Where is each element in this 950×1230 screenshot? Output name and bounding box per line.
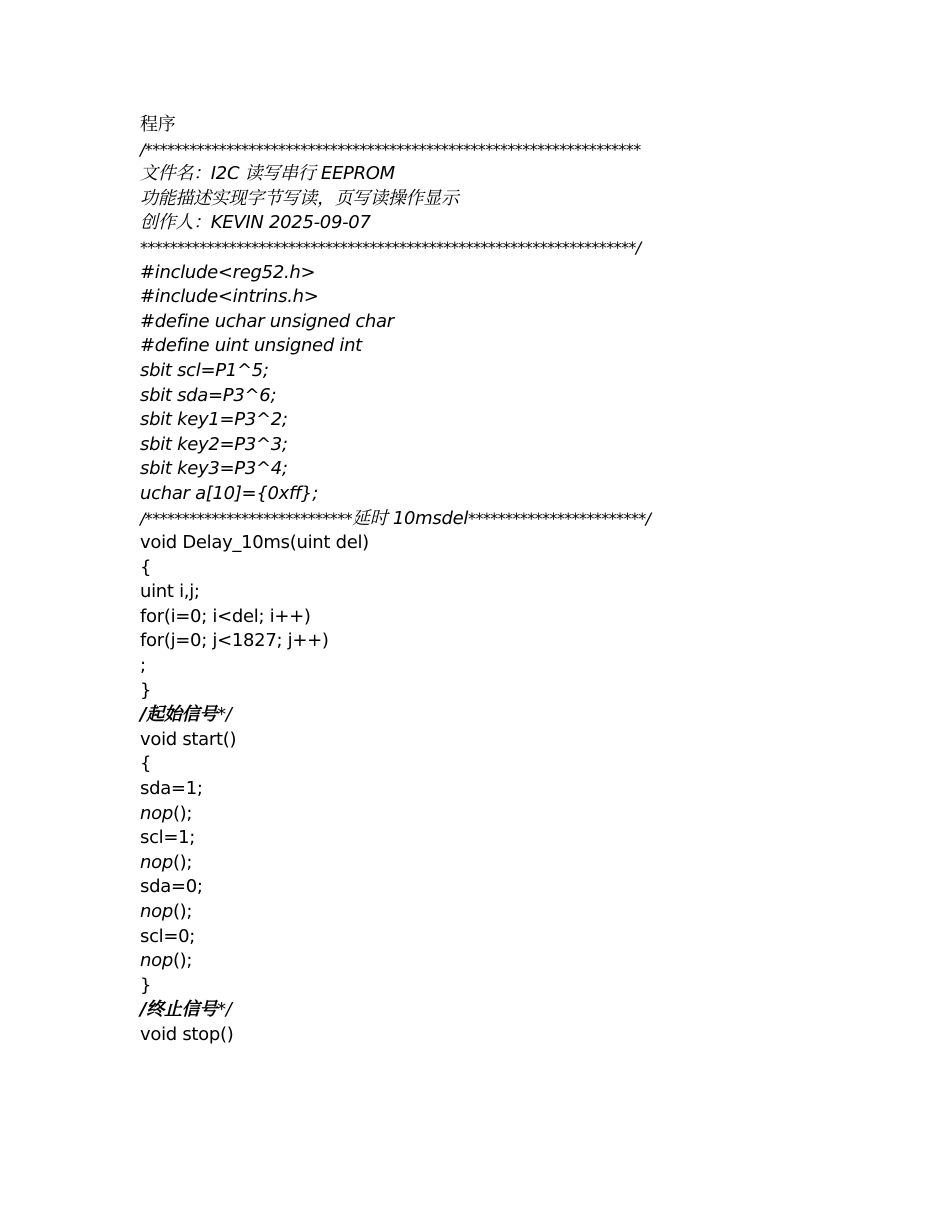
code-line-declaration: sbit key2=P3^3;	[140, 433, 288, 455]
start-comment-label: 起始信号	[146, 704, 218, 726]
code-line-declaration: sbit key3=P3^4;	[140, 458, 288, 480]
code-line-statement: scl=0;	[140, 925, 196, 947]
code-line-declaration: sbit sda=P3^6;	[140, 384, 277, 406]
header-comment-open: /*******************************************************************	[140, 139, 641, 159]
code-line-declaration: #define uint unsigned int	[140, 335, 362, 357]
delay-comment-right: ************************/	[468, 508, 651, 528]
nop-call-args: ();	[172, 950, 193, 972]
code-line-delay: for(j=0; j<1827; j++)	[140, 630, 329, 652]
start-function-body	[140, 777, 760, 974]
start-comment-line	[140, 703, 760, 728]
stop-function-signature: void stop()	[140, 1023, 234, 1045]
start-function-open-brace: {	[140, 753, 152, 775]
header-author: 创作人：KEVIN 2025-09-07	[140, 212, 371, 234]
nop-call-name: nop	[140, 901, 173, 922]
start-comment-suffix: */	[217, 704, 232, 726]
code-line-nop	[140, 949, 760, 974]
code-line-delay: for(i=0; i<del; i++)	[140, 605, 311, 627]
code-line-declaration: #include<intrins.h>	[140, 286, 319, 308]
code-line-declaration: sbit scl=P1^5;	[140, 359, 269, 381]
code-line-nop	[140, 802, 760, 827]
code-line-delay: uint i,j;	[140, 581, 200, 603]
stop-comment-label: 终止信号	[146, 999, 218, 1021]
code-listing	[140, 113, 760, 1048]
header-file-name: 文件名：I2C 读写串行 EEPROM	[140, 163, 395, 185]
nop-call-args: ();	[172, 901, 193, 922]
code-line-statement: scl=1;	[140, 827, 196, 849]
nop-call-args: ();	[172, 802, 193, 824]
delay-comment-left: /****************************	[140, 508, 352, 528]
code-line-delay: {	[140, 556, 152, 578]
code-line-nop	[140, 900, 760, 925]
nop-call-args: ();	[172, 851, 193, 873]
code-line-delay: ;	[140, 655, 146, 677]
code-line-statement: sda=1;	[140, 778, 203, 800]
start-function-signature: void start()	[140, 728, 237, 750]
code-line-delay: }	[140, 679, 152, 701]
stop-comment-line	[140, 998, 760, 1023]
code-line-declaration: uchar a[10]={0xff};	[140, 482, 318, 504]
stop-comment-suffix: */	[217, 999, 232, 1021]
nop-call-name: nop	[140, 950, 173, 972]
code-line-declaration: #define uchar unsigned char	[140, 310, 394, 332]
document-heading: 程序	[140, 114, 176, 135]
delay-comment-line	[140, 507, 760, 532]
code-line-nop	[140, 851, 760, 876]
header-description: 功能描述实现字节写读，页写读操作显示	[140, 187, 459, 209]
delay-comment-label: 延时 10msdel	[352, 507, 469, 529]
start-comment-prefix: /	[140, 704, 147, 726]
start-function-close-brace: }	[140, 974, 152, 996]
code-line-declaration: sbit key1=P3^2;	[140, 409, 288, 431]
header-comment-close: *******************************************************************/	[140, 237, 641, 257]
stop-comment-prefix: /	[140, 999, 147, 1021]
nop-call-name: nop	[140, 851, 173, 873]
code-line-declaration: #include<reg52.h>	[140, 261, 316, 283]
code-line-statement: sda=0;	[140, 876, 203, 898]
nop-call-name: nop	[140, 802, 173, 824]
code-line-delay: void Delay_10ms(uint del)	[140, 532, 369, 554]
